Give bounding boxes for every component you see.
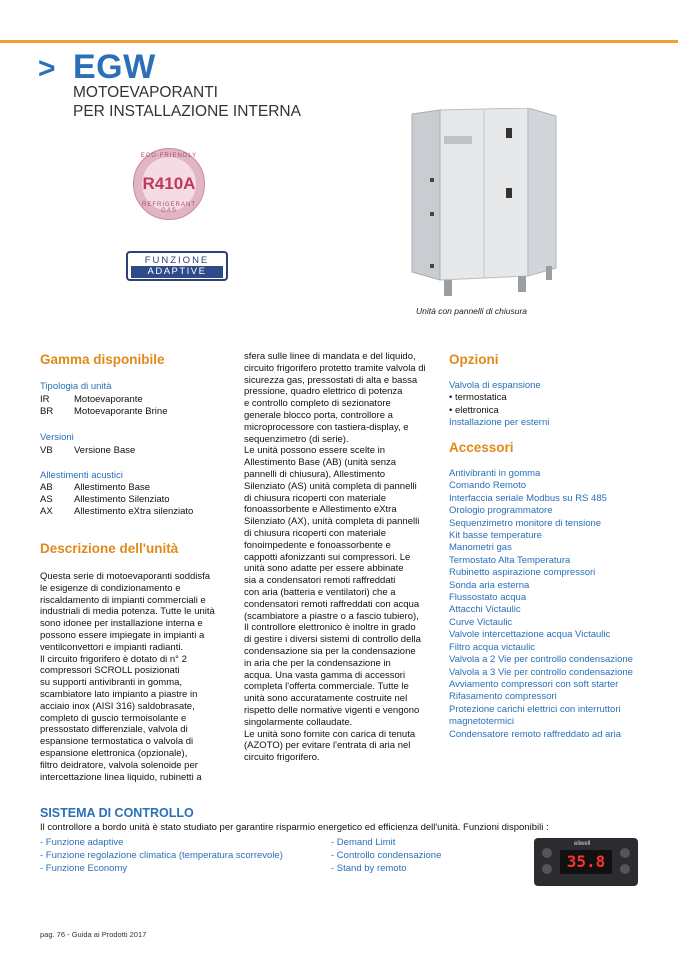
descrizione-line: unità sono accuratamente costruite nel <box>244 693 408 705</box>
product-subtitle-2: PER INSTALLAZIONE INTERNA <box>73 103 301 120</box>
descrizione-line: circuito frigorifero. <box>244 752 320 764</box>
descrizione-line: espansione termostatica o valvola di <box>40 736 194 748</box>
descrizione-line: pannelli di chiusura), Allestimento <box>244 468 385 480</box>
descrizione-line: espansione elettronica (opzionale), <box>40 747 188 759</box>
accessorio-item: Condensatore remoto raffreddato ad aria <box>449 728 621 740</box>
opzione-item: Installazione per esterni <box>449 416 550 428</box>
descrizione-line: di chiusura ricoperti con materiale <box>244 527 387 539</box>
r410a-badge <box>133 148 205 220</box>
adaptive-label: ADAPTIVE <box>131 266 223 278</box>
funzione-item: - Controllo condensazione <box>331 850 442 861</box>
descrizione-line: acciaio inox (AISI 316) saldobrasate, <box>40 700 195 712</box>
opzione-item: • termostatica <box>449 392 507 404</box>
descrizione-line: Il circuito frigorifero è dotato di n° 2 <box>40 653 187 665</box>
versioni-label: Versioni <box>40 432 74 443</box>
descrizione-line: ventilconvettori e impianti radianti. <box>40 641 184 653</box>
gamma-heading: Gamma disponibile <box>40 352 165 367</box>
descrizione-line: fonoassorbente e Allestimento eXtra <box>244 504 397 516</box>
chevron-icon: > <box>38 52 56 85</box>
descrizione-line: sia a condensatori remoti raffreddati <box>244 575 396 587</box>
controller-display-value: 35.8 <box>566 852 606 871</box>
accessorio-item: Rubinetto aspirazione compressori <box>449 567 596 579</box>
funzione-item: - Funzione regolazione climatica (temperatura scorrevole) <box>40 850 283 861</box>
accessorio-item: Kit basse temperature <box>449 530 542 542</box>
descrizione-line: acqua. Una vasta gamma di accessori <box>244 669 406 681</box>
controller-image <box>534 838 638 886</box>
descrizione-line: (AZOTO) per evitare l'entrata di aria nel <box>244 740 411 752</box>
funzione-item: - Funzione Economy <box>40 863 128 874</box>
descrizione-line: Allestimento Base (AB) (unità senza <box>244 457 397 469</box>
badge-top-text: ECO-FRIENDLY <box>140 153 198 159</box>
accessorio-item: Sonda aria esterna <box>449 579 530 591</box>
descrizione-line: sfera sulle linee di mandata e del liquido, <box>244 351 416 362</box>
image-caption: Unità con pannelli di chiusura <box>416 306 528 316</box>
descrizione-line: rispetto delle normative vigenti e vengono <box>244 704 420 716</box>
descrizione-line: Le unità possono essere scelte in <box>244 445 386 457</box>
descrizione-line: su supporti antivibranti in gomma, <box>40 677 183 689</box>
tipologia-ir: Motoevaporante <box>74 394 143 405</box>
funzione-item: - Funzione adaptive <box>40 837 124 848</box>
code-br: BR <box>40 406 54 417</box>
code-ir: IR <box>40 394 50 405</box>
code-ax: AX <box>40 506 53 517</box>
descrizione-line: condensatori remoti raffreddati con acqua <box>244 598 420 610</box>
descrizione-line: con aria (batteria e ventilatori) che a <box>244 586 396 598</box>
descrizione-line: di gestire i diversi sistemi di controllo della <box>244 634 421 646</box>
descrizione-line: (scambiatore a piastre o a fascio tubiero), <box>244 610 419 622</box>
top-rule <box>0 40 678 43</box>
badge-main-text: R410A <box>142 174 196 193</box>
sistema-heading: SISTEMA DI CONTROLLO <box>40 806 194 820</box>
descrizione-heading: Descrizione dell'unità <box>40 541 179 556</box>
funzioni-list-right <box>331 836 441 875</box>
page-footer: pag. 76 - Guida ai Prodotti 2017 <box>40 930 147 939</box>
allestimento-as: Allestimento Silenziato <box>74 494 170 505</box>
descrizione-line: pressione, quadro elettrico di potenza <box>244 386 403 398</box>
accessori-list <box>449 468 645 741</box>
accessorio-item: Flussostato acqua <box>449 592 527 604</box>
descrizione-line: filtro deidratore, valvola solenoide per <box>40 759 198 771</box>
descrizione-line: sequenzimetro (di serie). <box>244 433 349 445</box>
accessorio-item: Termostato Alta Temperatura <box>449 554 571 566</box>
funzione-label: FUNZIONE <box>144 255 210 266</box>
descrizione-line: fonoimpedente e fonoassorbente e <box>244 539 391 551</box>
descrizione-line: scambiatore lato impianto a piastre in <box>40 688 198 700</box>
descrizione-text-mid <box>244 351 434 764</box>
accessorio-item: Orologio programmatore <box>449 505 553 517</box>
descrizione-line: di chiusura ricoperti con materiale <box>244 492 387 504</box>
descrizione-line: completa l'offerta commerciale. Tutte le <box>244 681 409 693</box>
tipologia-label: Tipologia di unità <box>40 381 112 392</box>
funzione-adaptive-badge <box>126 251 228 281</box>
descrizione-line: industriali di media potenza. Tutte le unità <box>40 606 215 618</box>
descrizione-line: cappotti afonizzanti sui compressori. Le <box>244 551 411 563</box>
descrizione-line: Il controllore elettronico è inoltre in grado <box>244 622 416 634</box>
sistema-intro: Il controllore a bordo unità è stato studiato per garantire risparmio energetico ed efficienza dell'unità. Funzioni disponibili : <box>40 822 549 833</box>
accessorio-item: Attacchi Victaulic <box>449 604 521 616</box>
allestimento-ab: Allestimento Base <box>74 482 151 493</box>
descrizione-line: Silenziato (AS) unità completa di pannelli <box>244 480 417 492</box>
descrizione-line: Le unità sono fornite con carica di tenuta <box>244 728 416 740</box>
accessorio-item: Comando Remoto <box>449 480 527 492</box>
funzioni-list-left <box>40 836 283 875</box>
descrizione-line: Silenziato (AX), unità completa di pannelli <box>244 516 420 528</box>
accessorio-item: Valvole intercettazione acqua Victaulic <box>449 629 611 641</box>
descrizione-line: circuito frigorifero protetto tramite valvola di <box>244 362 426 374</box>
unit-image <box>410 108 560 298</box>
funzione-item: - Stand by remoto <box>331 863 407 874</box>
controller-brand: eliwell <box>574 841 591 847</box>
code-ab: AB <box>40 482 53 493</box>
accessori-heading: Accessori <box>449 440 514 455</box>
descrizione-line: sicurezza gas, pressostati di alta e bassa <box>244 374 418 386</box>
descrizione-line: microprocessore con tastiera-display, e <box>244 421 409 433</box>
accessorio-item: Curve Victaulic <box>449 616 513 628</box>
accessorio-item: Rifasamento compressori <box>449 691 557 703</box>
versione-vb: Versione Base <box>74 445 136 456</box>
descrizione-line: condensazione sia per la condensazione <box>244 645 416 657</box>
opzione-item: Valvola di espansione <box>449 380 541 391</box>
accessorio-item: magnetotermici <box>449 716 514 728</box>
descrizione-line: compressori SCROLL posizionati <box>40 665 180 677</box>
accessorio-item: Protezione carichi elettrici con interruttori <box>449 703 621 715</box>
code-as: AS <box>40 494 53 505</box>
accessorio-item: Sequenzimetro monitore di tensione <box>449 517 602 529</box>
descrizione-line: unità sono adatte per essere abbinate <box>244 563 404 575</box>
descrizione-line: intercettazione linea liquido, rubinetti a <box>40 771 202 783</box>
descrizione-line: le esigenze di condizionamento e <box>40 582 181 594</box>
descrizione-line: sono idonee per installazione interna e <box>40 618 203 630</box>
descrizione-line: generale blocco porta, controllore a <box>244 409 393 421</box>
accessorio-item: Interfaccia seriale Modbus su RS 485 <box>449 492 607 504</box>
product-subtitle-1: MOTOEVAPORANTI <box>73 84 218 101</box>
descrizione-line: pressostato differenziale, valvola di <box>40 724 188 736</box>
accessorio-item: Filtro acqua victaulic <box>449 641 536 653</box>
accessorio-item: Valvola a 3 Vie per controllo condensazione <box>449 666 633 678</box>
descrizione-line: e controllo completo di sezionatore <box>244 398 391 410</box>
allestimenti-label: Allestimenti acustici <box>40 470 123 481</box>
descrizione-text-left <box>40 571 230 783</box>
accessorio-item: Valvola a 2 Vie per controllo condensazione <box>449 654 633 666</box>
accessorio-item: Manometri gas <box>449 542 512 554</box>
opzione-item: • elettronica <box>449 404 499 416</box>
descrizione-line: riscaldamento di impianti commerciali e <box>40 594 206 606</box>
descrizione-line: completo di guscio termoisolante e <box>40 712 187 724</box>
descrizione-line: singolarmente collaudate. <box>244 716 353 728</box>
opzioni-heading: Opzioni <box>449 352 499 367</box>
allestimento-ax: Allestimento eXtra silenziato <box>74 506 194 517</box>
descrizione-line: possono essere impiegate in impianti a <box>40 629 205 641</box>
accessorio-item: Avviamento compressori con soft starter <box>449 678 619 690</box>
code-vb: VB <box>40 445 53 456</box>
tipologia-br: Motoevaporante Brine <box>74 406 168 417</box>
descrizione-line: in aria che per la condensazione in <box>244 657 391 669</box>
opzioni-list <box>449 380 649 429</box>
accessorio-item: Antivibranti in gomma <box>449 468 541 479</box>
descrizione-line: Questa serie di motoevaporanti soddisfa <box>40 571 211 582</box>
product-title: EGW <box>73 48 156 86</box>
badge-bottom-text: REFRIGERANT GAS <box>141 202 196 214</box>
funzione-item: - Demand Limit <box>331 837 396 848</box>
